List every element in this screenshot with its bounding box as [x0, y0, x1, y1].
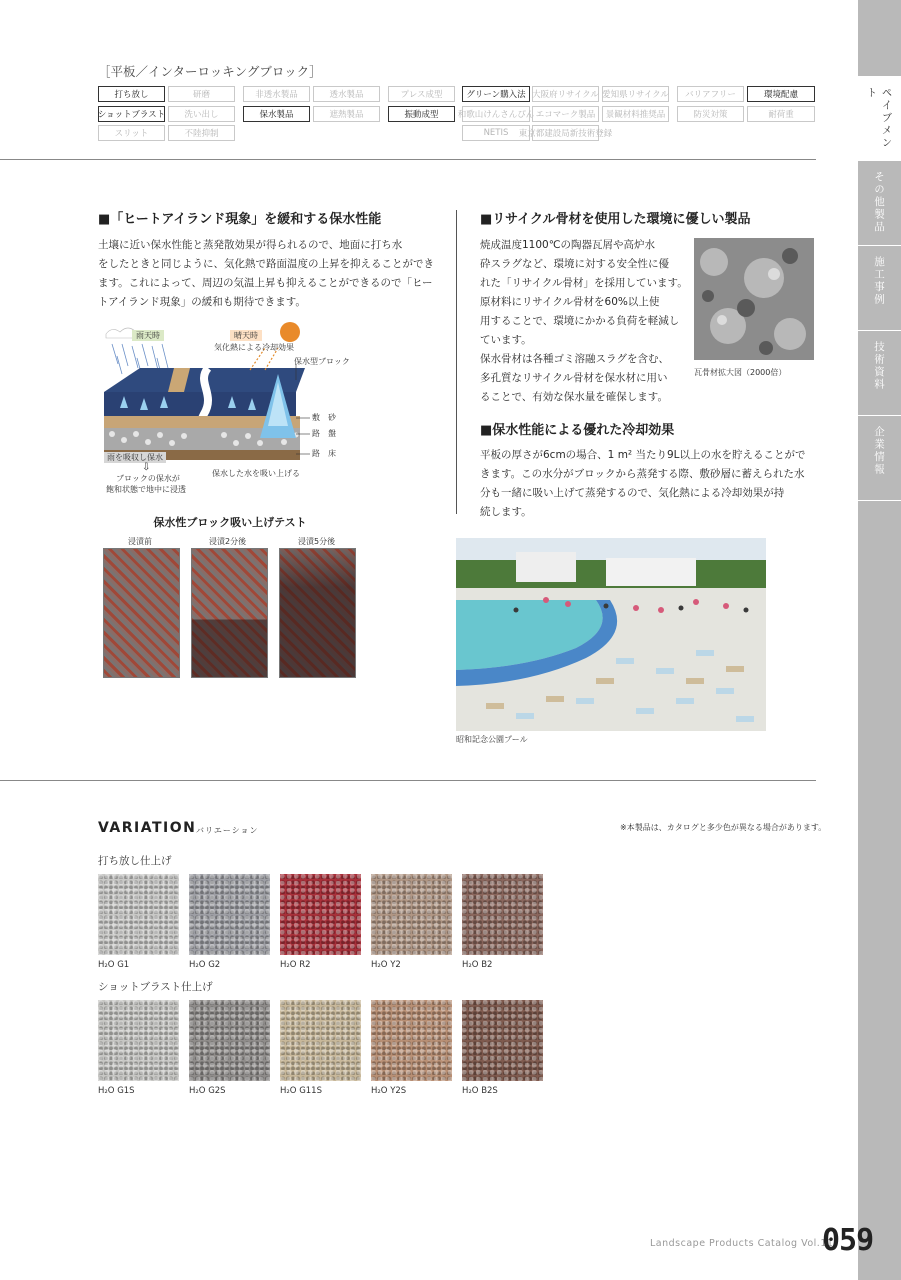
category-tag: 防災対策 — [677, 106, 744, 122]
category-tag: 不陸抑制 — [168, 125, 235, 141]
side-tab-other-products[interactable]: その他製品 — [858, 160, 901, 245]
category-tag: 大阪府リサイクル — [532, 86, 599, 102]
diagram-label-wick: 保水した水を吸い上げる — [212, 469, 300, 478]
category-tag: スリット — [98, 125, 165, 141]
diagram-label-saturate-1: ブロックの保水が — [116, 474, 180, 483]
category-tag: 打ち放し — [98, 86, 165, 102]
variation-title: VARIATION — [98, 820, 197, 836]
micrograph-caption: 瓦骨材拡大図（2000倍） — [694, 368, 787, 377]
swatch-label: H₂O G2S — [189, 1086, 226, 1096]
category-tag: 非透水製品 — [243, 86, 310, 102]
section-recycle-text: 焼成温度1100℃の陶器瓦屑や高炉水 砕スラグなど、環境に対する安全性に優 れた「リサイクル骨材」を採用しています。 原材料にリサイクル骨材を60%以上使 用することで、環境にかかる負荷を軽減し ています。 保水骨材は各種ゴミ溶融スラグを含む、 多孔質なリサイクル骨材を保水材に用い ることで、有効な保水量を確保します。 — [480, 239, 688, 403]
color-swatch — [280, 874, 361, 955]
category-tag: ショットブラスト — [98, 106, 165, 122]
pool-photo — [456, 538, 766, 731]
category-tag: 景観材料推奨品 — [602, 106, 669, 122]
column-divider — [456, 210, 457, 514]
side-tab-company-info[interactable]: 企業情報 — [858, 415, 901, 501]
section-heat-island-heading: ■「ヒートアイランド現象」を緩和する保水性能 — [98, 212, 382, 227]
swatch-label: H₂O B2S — [462, 1086, 498, 1096]
section-cooling-text: 平板の厚さが6cmの場合、1 m² 当たり9L以上の水を貯えることがで きます。この水分がブロックから蒸発する際、敷砂層に蓄えられた水 分も一緒に吸い上げて蒸発するので、気化熱による冷却効果が持 続します。 — [480, 449, 806, 518]
category-tag: バリアフリー — [677, 86, 744, 102]
test-label-5min: 浸漬5分後 — [298, 537, 336, 546]
finish-label-shot-blast: ショットブラスト仕上げ — [98, 981, 213, 993]
category-tag: 東京都建設局新技術登録 — [532, 125, 599, 141]
side-tab-technical-data[interactable]: 技術資料 — [858, 330, 901, 415]
category-tag: プレス成型 — [388, 86, 455, 102]
category-tag: グリーン購入法 — [462, 86, 530, 102]
category-tag: 耐荷重 — [747, 106, 815, 122]
diagram-label-rain: 雨天時 — [132, 330, 164, 341]
header-divider — [0, 159, 816, 160]
category-tag: 環境配慮 — [747, 86, 815, 102]
color-note: ※本製品は、カタログと多少色が異なる場合があります。 — [620, 823, 827, 832]
swatch-label: H₂O G1 — [98, 960, 130, 970]
swatch-label: H₂O G11S — [280, 1086, 322, 1096]
diagram-label-vapor: 気化熱による冷却効果 — [214, 343, 294, 352]
diagram-label-base: 路 盤 — [312, 429, 336, 438]
swatch-label: H₂O B2 — [462, 960, 493, 970]
page-number: 059 — [822, 1223, 874, 1258]
swatch-label: H₂O Y2 — [371, 960, 401, 970]
diagram-arrow: ⇩ — [142, 462, 151, 473]
side-navigation — [858, 0, 901, 1280]
section-recycle-heading: ■リサイクル骨材を使用した環境に優しい製品 — [480, 212, 751, 227]
test-sample-5min — [279, 548, 356, 678]
color-swatch — [280, 1000, 361, 1081]
test-sample-2min — [191, 548, 268, 678]
finish-label-raw: 打ち放し仕上げ — [98, 855, 172, 867]
color-swatch — [371, 1000, 452, 1081]
color-swatch — [371, 874, 452, 955]
water-retention-diagram — [100, 322, 350, 498]
diagram-label-block: 保水型ブロック — [294, 357, 350, 366]
category-title: ［平板／インターロッキングブロック］ — [98, 64, 322, 79]
swatch-label: H₂O Y2S — [371, 1086, 407, 1096]
test-sample-before — [103, 548, 180, 678]
variation-subtitle: バリエーション — [196, 826, 259, 835]
category-tag: エコマーク製品 — [532, 106, 599, 122]
color-swatch — [189, 1000, 270, 1081]
diagram-label-subgrade: 路 床 — [312, 449, 336, 458]
side-tab-case-studies[interactable]: 施工事例 — [858, 245, 901, 330]
category-tag: 透水製品 — [313, 86, 380, 102]
category-tag: 遮熱製品 — [313, 106, 380, 122]
catalog-name: Landscape Products Catalog Vol.11 — [650, 1238, 834, 1249]
color-swatch — [462, 874, 543, 955]
recycled-aggregate-micrograph — [694, 238, 814, 360]
pool-photo-caption: 昭和記念公園プール — [456, 735, 528, 744]
section-divider — [0, 780, 816, 781]
category-tag: 和歌山けんさんぴん — [462, 106, 530, 122]
absorption-test-title: 保水性ブロック吸い上げテスト — [153, 516, 307, 529]
color-swatch — [189, 874, 270, 955]
swatch-label: H₂O G1S — [98, 1086, 135, 1096]
test-label-2min: 浸漬2分後 — [209, 537, 247, 546]
color-swatch — [98, 874, 179, 955]
diagram-label-sunny: 晴天時 — [230, 330, 262, 341]
test-label-before: 浸漬前 — [128, 537, 152, 546]
section-cooling-heading: ■保水性能による優れた冷却効果 — [480, 423, 675, 438]
section-heat-island-text: 土壌に近い保水性能と蒸発散効果が得られるので、地面に打ち水 をしたときと同じように、気化熱で路面温度の上昇を抑えることができ ます。これによって、周辺の気温上昇も抑えることができるので「ヒー トアイランド現象」の緩和も期待できます。 — [98, 239, 434, 308]
side-tab-pavement[interactable]: ペイブメント — [858, 76, 901, 160]
diagram-label-absorb: 雨を吸収し保水 — [104, 452, 166, 463]
category-tag: NETIS — [462, 125, 530, 141]
category-tag: 振動成型 — [388, 106, 455, 122]
swatch-label: H₂O R2 — [280, 960, 311, 970]
category-tag: 洗い出し — [168, 106, 235, 122]
category-tag: 研磨 — [168, 86, 235, 102]
diagram-label-saturate-2: 飽和状態で地中に浸透 — [106, 485, 186, 494]
swatch-label: H₂O G2 — [189, 960, 221, 970]
category-tag: 保水製品 — [243, 106, 310, 122]
diagram-label-sand: 敷 砂 — [312, 413, 336, 422]
category-tag: 愛知県リサイクル — [602, 86, 669, 102]
color-swatch — [98, 1000, 179, 1081]
color-swatch — [462, 1000, 543, 1081]
